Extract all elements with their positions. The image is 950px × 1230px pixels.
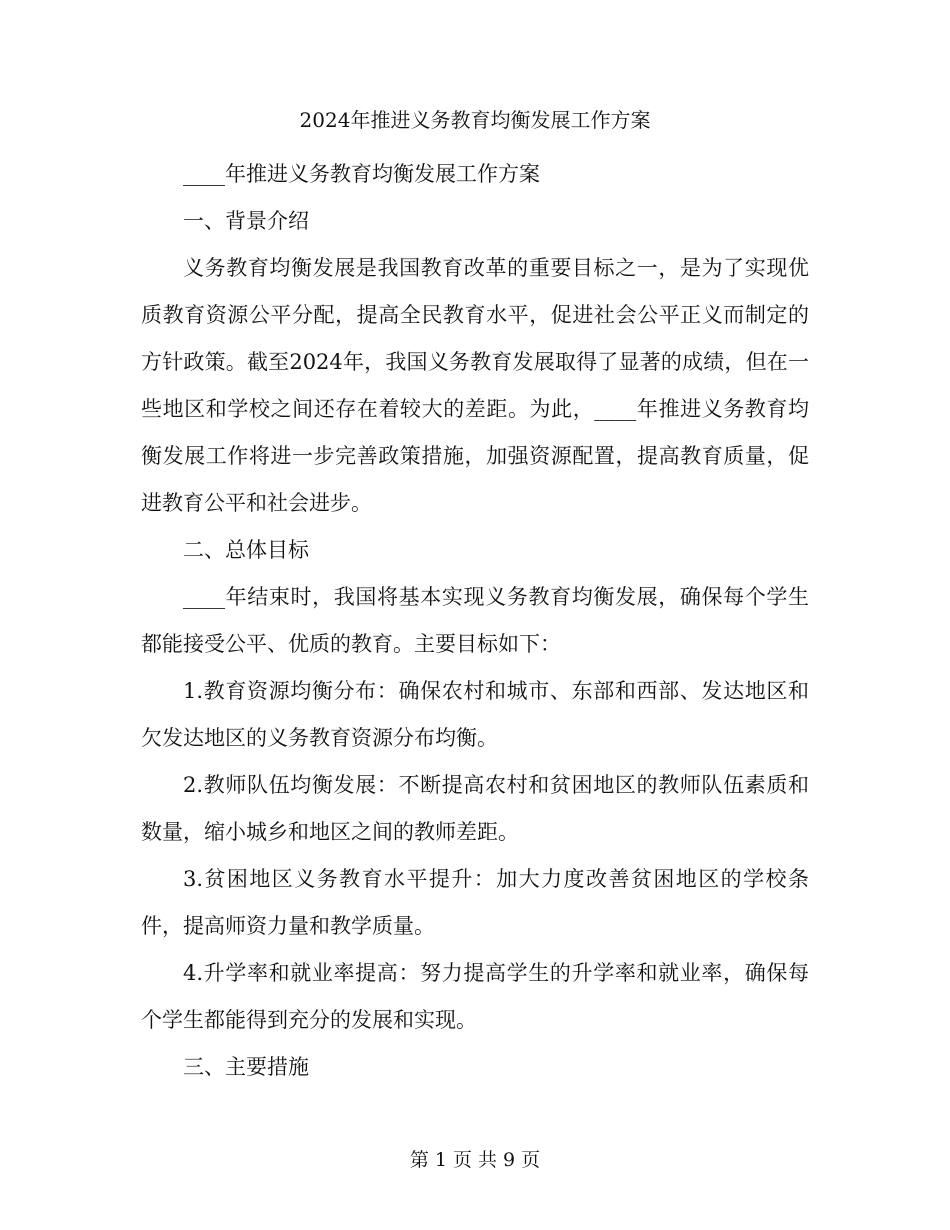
section-heading-goals: 二、总体目标 — [183, 538, 309, 562]
goal-item-1: 1.教育资源均衡分布：确保农村和城市、东部和西部、发达地区和欠发达地区的义务教育资源分布均衡。 — [141, 679, 809, 750]
goal-item-4: 4.升学率和就业率提高：努力提高学生的升学率和就业率，确保每个学生都能得到充分的发展和实现。 — [141, 961, 809, 1032]
paragraph-background: 义务教育均衡发展是我国教育改革的重要目标之一，是为了实现优质教育资源公平分配，提高全民教育水平，促进社会公平正义而制定的方针政策。截至2024年，我国义务教育发展取得了显著的成绩，但在一些地区和学校之间还存在着较大的差距。为此，____年推进义务教育均衡发展工作将进一步完善政策措施，加强资源配置，提高教育质量，促进教育公平和社会进步。 — [141, 256, 809, 515]
document-body — [141, 151, 809, 1091]
section-heading-background: 一、背景介绍 — [183, 209, 309, 233]
paragraph-goals-intro: ____年结束时，我国将基本实现义务教育均衡发展，确保每个学生都能接受公平、优质的教育。主要目标如下： — [141, 585, 809, 656]
page-number: 第 1 页 共 9 页 — [409, 1149, 541, 1171]
goal-item-2: 2.教师队伍均衡发展：不断提高农村和贫困地区的教师队伍素质和数量，缩小城乡和地区之间的教师差距。 — [141, 773, 809, 844]
section-heading-measures: 三、主要措施 — [183, 1055, 309, 1079]
document-title: 2024年推进义务教育均衡发展工作方案 — [299, 108, 651, 132]
subtitle-line: ____年推进义务教育均衡发展工作方案 — [183, 162, 540, 186]
goal-item-3: 3.贫困地区义务教育水平提升：加大力度改善贫困地区的学校条件，提高师资力量和教学质量。 — [141, 867, 809, 938]
